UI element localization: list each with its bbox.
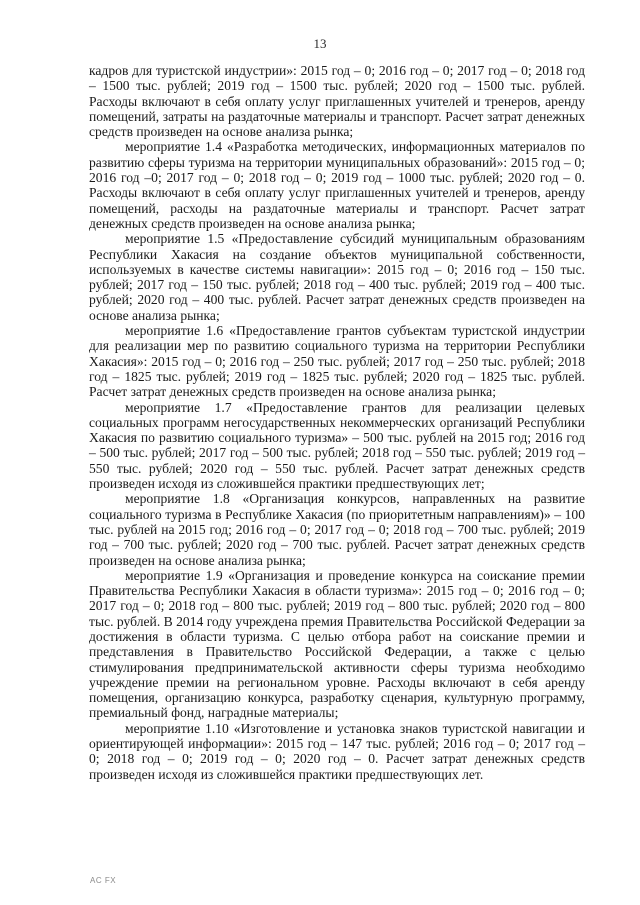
footer-mark: AC FX [90, 876, 117, 885]
paragraph-measure-1-9: мероприятие 1.9 «Организация и проведение конкурса на соискание премии Правительства Республики Хакасия в области туризма»: 2015 год – 0; 2016 год – 0; 2017 год – 0; 2018 год – 800 тыс. рублей; 2019 год – 800 тыс. рублей; 2020 год – 800 тыс. рублей. В 2014 году учреждена премия Правительства Российской Федерации за достижения в области туризма. С целью отбора работ на соискание премии и представления в Правительство Российской Федерации, а также с целью стимулирования предпринимательской активности сферы туризма необходимо учреждение премии на региональном уровне. Расходы включают в себя аренду помещения, организацию конкурса, разработку сценария, культурную программу, премиальный фонд, наградные материалы; [89, 567, 585, 721]
page-number: 13 [313, 36, 327, 51]
document-body [89, 63, 585, 782]
paragraph-measure-1-4: мероприятие 1.4 «Разработка методических, информационных материалов по развитию сферы туризма на территории муниципальных образований»: 2015 год – 0; 2016 год –0; 2017 год – 0; 2018 год – 0; 2019 год – 1000 тыс. рублей; 2020 год – 0. Расходы включают в себя оплату услуг приглашенных учителей и тренеров, аренду помещений, расходы на раздаточные материалы и транспорт. Расчет затрат денежных средств произведен на основе анализа рынка; [89, 139, 585, 231]
paragraph-measure-1-7: мероприятие 1.7 «Предоставление грантов для реализации целевых социальных программ негосударственных некоммерческих организаций Республики Хакасия по развитию социального туризма» – 500 тыс. рублей на 2015 год; 2016 год – 500 тыс. рублей; 2017 год – 500 тыс. рублей; 2018 год – 550 тыс. рублей; 2019 год – 550 тыс. рублей; 2020 год – 550 тыс. рублей. Расчет затрат денежных средств произведен исходя из сложившейся практики предшествующих лет; [89, 399, 585, 492]
paragraph-1: кадров для туристской индустрии»: 2015 год – 0; 2016 год – 0; 2017 год – 0; 2018 год – 1500 тыс. рублей; 2019 год – 1500 тыс. рублей; 2020 год – 1500 тыс. рублей. Расходы включают в себя оплату услуг приглашенных учителей и тренеров, аренду помещений, затраты на раздаточные материалы и транспорт. Расчет затрат денежных средств произведен на основе анализа рынка; [89, 63, 585, 140]
paragraph-measure-1-8: мероприятие 1.8 «Организация конкурсов, направленных на развитие социального туризма в Республике Хакасия (по приоритетным направлениям)» – 100 тыс. рублей на 2015 год; 2016 год – 0; 2017 год – 0; 2018 год – 700 тыс. рублей; 2019 год – 700 тыс. рублей; 2020 год – 700 тыс. рублей. Расчет затрат денежных средств произведен на основе анализа рынка; [89, 491, 585, 568]
paragraph-measure-1-10: мероприятие 1.10 «Изготовление и установка знаков туристской навигации и ориентирующей информации»: 2015 год – 147 тыс. рублей; 2016 год – 0; 2017 год – 0; 2018 год – 0; 2019 год – 0; 2020 год – 0. Расчет затрат денежных средств произведен исходя из сложившейся практики предшествующих лет. [89, 720, 585, 782]
paragraph-measure-1-6: мероприятие 1.6 «Предоставление грантов субъектам туристской индустрии для реализации мер по развитию социального туризма на территории Республики Хакасия»: 2015 год – 0; 2016 год – 250 тыс. рублей; 2017 год – 250 тыс. рублей; 2018 год – 1825 тыс. рублей; 2019 год – 1825 тыс. рублей; 2020 год – 1825 тыс. рублей. Расчет затрат денежных средств произведен на основе анализа рынка; [89, 323, 585, 400]
paragraph-measure-1-5: мероприятие 1.5 «Предоставление субсидий муниципальным образованиям Республики Хакасия на создание объектов муниципальной собственности, используемых в качестве системы навигации»: 2015 год – 0; 2016 год – 150 тыс. рублей; 2017 год – 150 тыс. рублей; 2018 год – 400 тыс. рублей; 2019 год – 400 тыс. рублей; 2020 год – 400 тыс. рублей. Расчет затрат денежных средств произведен на основе анализа рынка; [89, 231, 585, 323]
